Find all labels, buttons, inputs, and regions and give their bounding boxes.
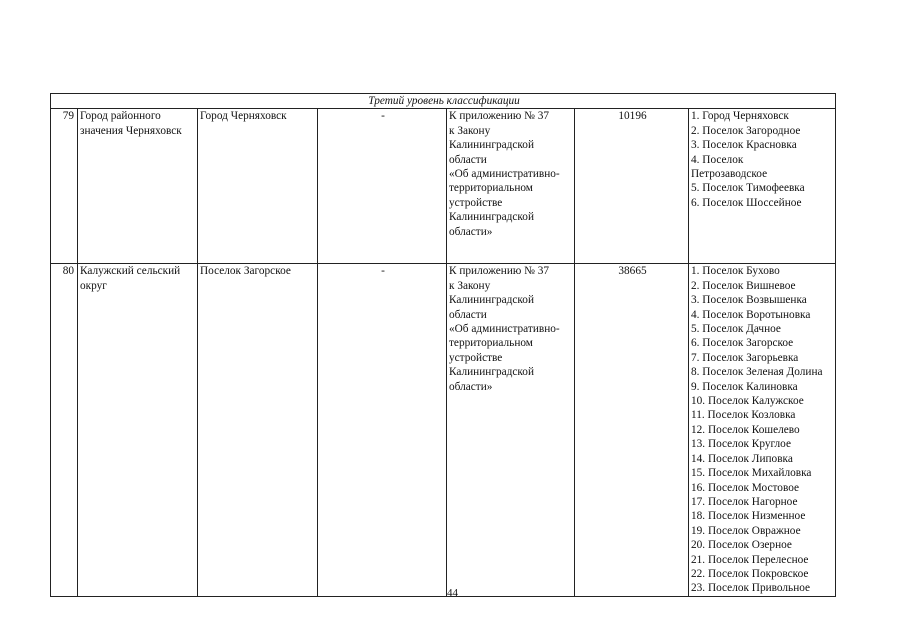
- settlement-item: 23. Поселок Привольное: [691, 582, 811, 595]
- law-line: Калининградской: [449, 139, 534, 152]
- settlement-item: 21. Поселок Перелесное: [691, 553, 809, 566]
- settlements-cell: [689, 264, 836, 596]
- law-reference-cell: [447, 109, 575, 264]
- settlement-item: 5. Поселок Дачное: [691, 323, 781, 336]
- law-line: устройстве: [449, 196, 503, 209]
- unit-name-line: Калужский сельский: [80, 265, 181, 278]
- settlement-item: 4. Поселок: [691, 153, 744, 166]
- law-line: территориальном: [449, 182, 533, 195]
- population-cell: 10196: [575, 109, 689, 264]
- law-line: «Об административно-: [449, 323, 560, 336]
- law-line: области: [449, 308, 487, 321]
- settlement-item: 3. Поселок Возвышенка: [691, 294, 807, 307]
- settlement-item: 9. Поселок Калиновка: [691, 380, 798, 393]
- settlement-item: 3. Поселок Красновка: [691, 139, 797, 152]
- settlement-item: 12. Поселок Кошелево: [691, 423, 800, 436]
- law-line: области: [449, 153, 487, 166]
- law-line: к Закону: [449, 279, 491, 292]
- law-line: К приложению № 37: [449, 110, 550, 123]
- unit-name-line: Город районного: [80, 110, 161, 123]
- law-line: Калининградской: [449, 211, 534, 224]
- admin-center-cell: Город Черняховск: [198, 109, 318, 264]
- section-header-row: [51, 94, 836, 109]
- settlement-item: 1. Город Черняховск: [691, 110, 789, 123]
- table-row: [51, 109, 836, 264]
- settlement-item: 19. Поселок Овражное: [691, 524, 801, 537]
- settlement-item: 15. Поселок Михайловка: [691, 467, 812, 480]
- section-header: Третий уровень классификации: [51, 94, 836, 109]
- settlement-item: 17. Поселок Нагорное: [691, 495, 798, 508]
- unit-name-cell: [78, 109, 198, 264]
- settlement-item: Петрозаводское: [691, 168, 768, 181]
- page-number: 44: [447, 587, 458, 599]
- settlement-item: 2. Поселок Загородное: [691, 124, 801, 137]
- settlement-item: 5. Поселок Тимофеевка: [691, 182, 805, 195]
- settlement-item: 20. Поселок Озерное: [691, 539, 792, 552]
- settlement-item: 6. Поселок Загорское: [691, 337, 794, 350]
- law-reference-cell: [447, 264, 575, 596]
- settlement-item: 18. Поселок Низменное: [691, 510, 806, 523]
- unit-name-cell: [78, 264, 198, 596]
- settlement-item: 11. Поселок Козловка: [691, 409, 796, 422]
- admin-center-cell: Поселок Загорское: [198, 264, 318, 596]
- settlement-item: 7. Поселок Загорьевка: [691, 351, 799, 364]
- row-number: 80: [51, 264, 78, 596]
- settlement-item: 6. Поселок Шоссейное: [691, 196, 802, 209]
- settlement-item: 8. Поселок Зеленая Долина: [691, 366, 823, 379]
- settlement-item: 13. Поселок Круглое: [691, 438, 791, 451]
- law-line: Калининградской: [449, 294, 534, 307]
- law-line: области»: [449, 380, 493, 393]
- settlement-item: 14. Поселок Липовка: [691, 452, 793, 465]
- law-line: Калининградской: [449, 366, 534, 379]
- classification-table: [50, 93, 836, 597]
- settlement-item: 2. Поселок Вишневое: [691, 279, 796, 292]
- unit-name-line: значения Черняховск: [80, 124, 182, 137]
- settlement-item: 10. Поселок Калужское: [691, 395, 804, 408]
- law-line: К приложению № 37: [449, 265, 550, 278]
- law-line: «Об административно-: [449, 168, 560, 181]
- settlements-cell: [689, 109, 836, 264]
- table-row: [51, 264, 836, 596]
- law-line: территориальном: [449, 337, 533, 350]
- population-cell: 38665: [575, 264, 689, 596]
- row-number: 79: [51, 109, 78, 264]
- settlement-item: 4. Поселок Воротыновка: [691, 308, 811, 321]
- law-line: к Закону: [449, 124, 491, 137]
- law-line: устройстве: [449, 351, 503, 364]
- dash-cell: -: [318, 264, 447, 596]
- settlement-item: 22. Поселок Покровское: [691, 567, 809, 580]
- law-line: области»: [449, 225, 493, 238]
- unit-name-line: округ: [80, 279, 107, 292]
- dash-cell: -: [318, 109, 447, 264]
- settlement-item: 1. Поселок Бухово: [691, 265, 780, 278]
- settlement-item: 16. Поселок Мостовое: [691, 481, 799, 494]
